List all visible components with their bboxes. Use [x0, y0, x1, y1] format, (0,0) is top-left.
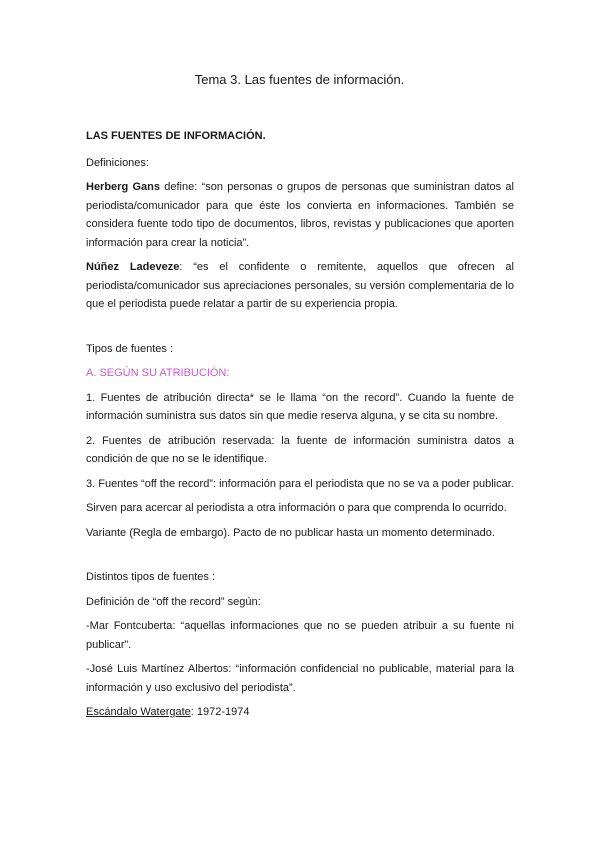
quote-martinez-albertos: -José Luis Martínez Albertos: “información confidencial no publicable, material para la información y uso exclusivo del periodista”.: [86, 663, 514, 694]
document-title: Tema 3. Las fuentes de información.: [194, 72, 405, 87]
document-body: [86, 127, 514, 728]
attribution-subheading: A. SEGÚN SU ATRIBUCIÓN:: [86, 367, 230, 379]
list-item: 2. Fuentes de atribución reservada: la fuente de información suministra datos a condición de que no se le identifique.: [86, 434, 514, 465]
list-item: 3. Fuentes “off the record”: información para el periodista que no se va a poder publicar.: [86, 477, 514, 490]
watergate-line: [86, 703, 514, 722]
nunez-definition: [86, 258, 514, 314]
gans-name: Herberg Gans: [86, 181, 160, 193]
nunez-name: Núñez Ladeveze: [86, 261, 180, 273]
quote-fontcuberta: -Mar Fontcuberta: “aquellas informaciones que no se pueden atribuir a su fuente ni publicar”.: [86, 620, 514, 651]
list-item: Variante (Regla de embargo). Pacto de no publicar hasta un momento determinado.: [86, 526, 495, 539]
watergate-label: Escándalo Watergate: [86, 706, 191, 718]
list-item: Sirven para acercar al periodista a otra información o para que comprenda lo ocurrido.: [86, 502, 507, 514]
distintos-label: Distintos tipos de fuentes :: [86, 571, 216, 583]
definiciones-label: Definiciones:: [86, 156, 149, 169]
off-record-definition-label: Definición de “off the record” según:: [86, 595, 261, 608]
spacer: [86, 320, 514, 340]
gans-definition: [86, 178, 514, 252]
tipos-label: Tipos de fuentes :: [86, 342, 174, 355]
gans-text: define: “son personas o grupos de personas que suministran datos al periodista/comunicador para que éste los convierta en informaciones. También se considera fuente todo tipo de documentos, libros, revistas y publicaciones que aporten información para crear la noticia”.: [86, 181, 514, 249]
nunez-text: : “es el confidente o remitente, aquellos que ofrecen al periodista/comunicador sus apreciaciones personales, su versión complementaria de lo que el periodista puede relatar a partir de su experiencia propia.: [86, 261, 514, 310]
spacer: [86, 548, 514, 568]
list-item: 1. Fuentes de atribución directa* se le llama “on the record”. Cuando la fuente de información suministra sus datos sin que medie reserva alguna, y se cita su nombre.: [86, 391, 514, 422]
watergate-dates: : 1972-1974: [190, 706, 250, 718]
section-heading: LAS FUENTES DE INFORMACIÓN.: [86, 130, 266, 142]
